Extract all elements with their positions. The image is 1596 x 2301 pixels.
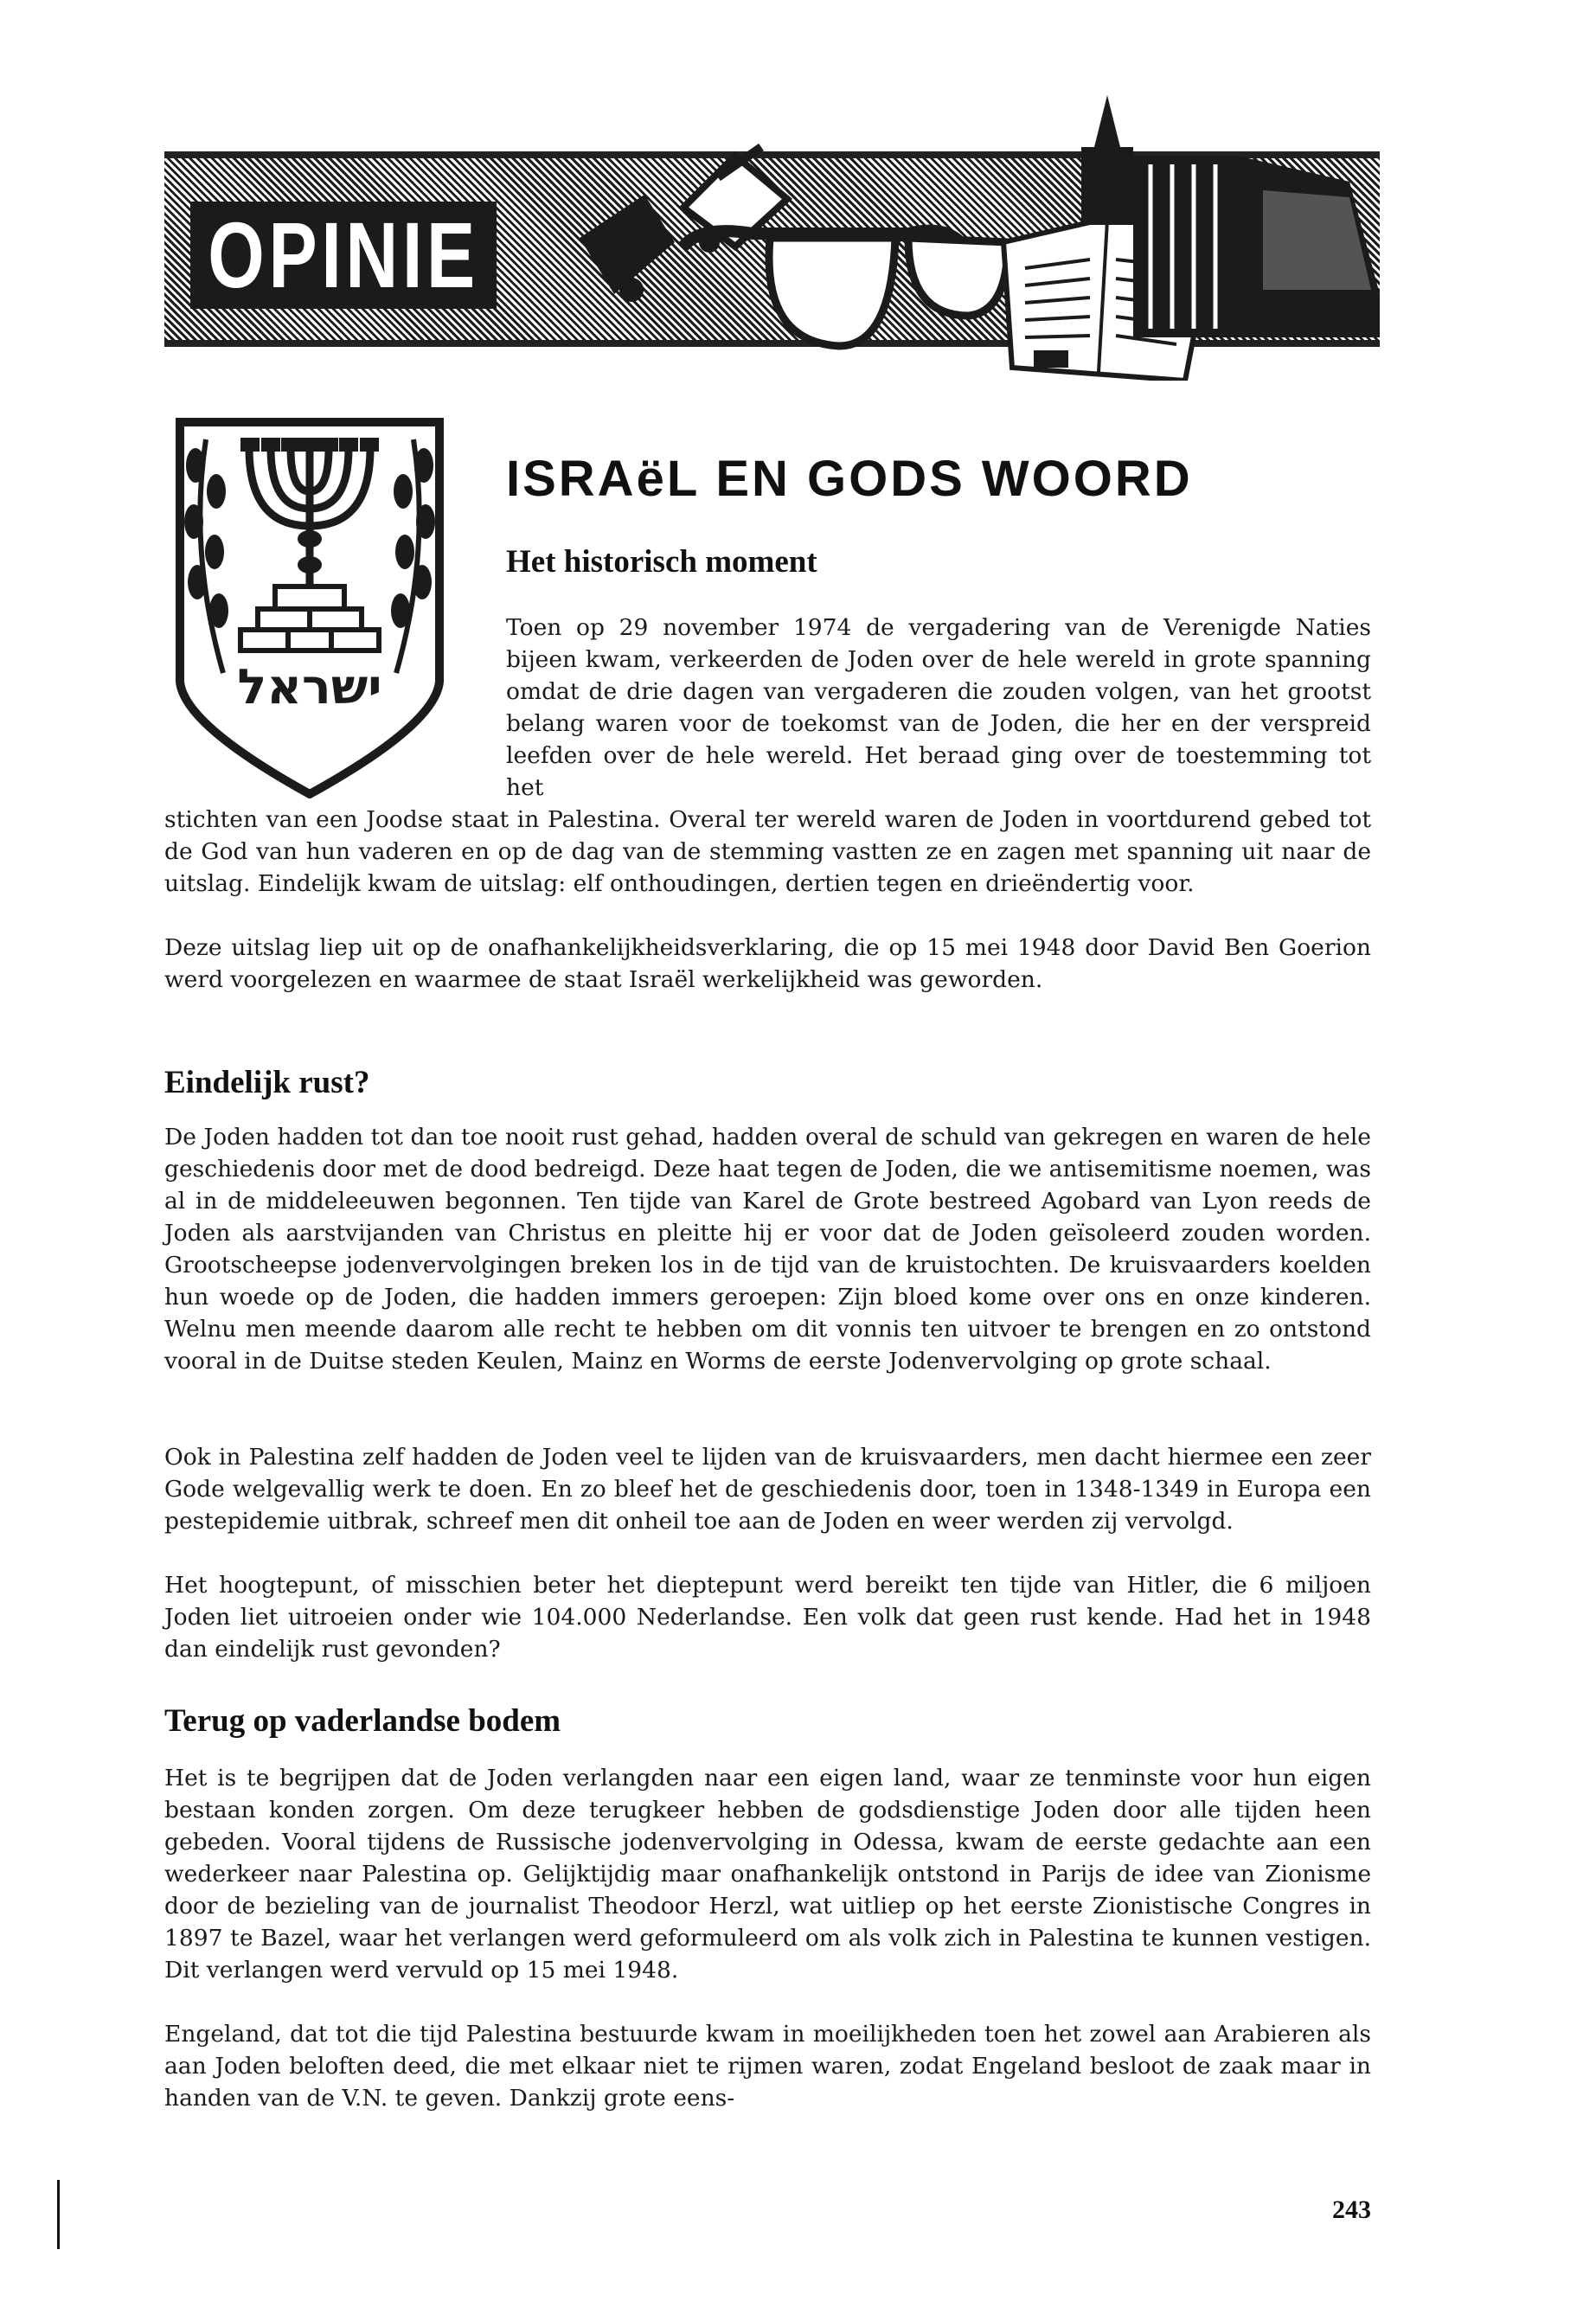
opinie-banner bbox=[164, 95, 1380, 381]
banner-label: OPINIE bbox=[190, 202, 497, 309]
section-heading: Terug op vaderlandse bodem bbox=[164, 1703, 561, 1739]
margin-rule bbox=[57, 2180, 60, 2249]
paragraph: Ook in Palestina zelf hadden de Joden veel te lijden van de kruisvaarders, men dacht hiermee een zeer Gode welgevallig werk te doen. En zo bleef het de geschiedenis door, toen in 1348-1349 in Europa een pestepidemie uitbrak, schreef men dit onheil toe aan de Joden en weer werden zij vervolgd. bbox=[164, 1444, 1371, 1535]
state-emblem bbox=[171, 413, 448, 798]
paragraph: Engeland, dat tot die tijd Palestina bestuurde kwam in moeilijkheden toen het zowel aan Arabieren als aan Joden beloften deed, die met elkaar niet te rijmen waren, zodat Engeland besloot de zaak maar in handen van de V.N. te geven. Dankzij grote eens- bbox=[164, 2021, 1371, 2112]
menorah-emblem-icon bbox=[171, 413, 448, 798]
paragraph: Deze uitslag liep uit op de onafhankelijkheidsverklaring, die op 15 mei 1948 door David Ben Goerion werd voorgelezen en waarmee de staat Israël werkelijkheid was geworden. bbox=[164, 934, 1371, 993]
paragraph: De Joden hadden tot dan toe nooit rust gehad, hadden overal de schuld van gekregen en waren de hele geschiedenis door met de dood bedreigd. Deze haat tegen de Joden, die we antisemitisme noemen, was al in de middeleeuwen begonnen. Ten tijde van Karel de Grote bestreed Agobard van Lyon reeds de Joden als aarstvijanden van Christus en pleitte hij er voor dat de Joden geïsoleerd zouden worden. Grootscheepse jodenvervolgingen breken los in de tijd van de kruistochten. De kruisvaarders koelden hun woede op de Joden, die hadden immers geroepen: Zijn bloed kome over ons en onze kinderen. Welnu men meende daarom alle recht te hebben om dit vonnis ten uitvoer te brengen en zo ontstond vooral in de Duitse steden Keulen, Mainz en Worms de eerste Jodenvervolging op grote schaal. bbox=[164, 1124, 1372, 1375]
paragraph: Het is te begrijpen dat de Joden verlangden naar een eigen land, waar ze tenminste voor hun eigen bestaan konden zorgen. Om deze terugkeer hebben de godsdienstige Joden door alle tijden heen gebeden. Vooral tijdens de Russische jodenvervolging in Odessa, kwam de eerste gedachte aan een wederkeer naar Palestina op. Gelijktijdig maar onafhankelijk ontstond in Parijs de idee van Zionisme door de bezieling van de journalist Theodoor Herzl, wat uitliep op het eerste Zionistische Congres in 1897 te Bazel, waar het verlangen werd geformuleerd om als volk zich in Palestina te kunnen vestigen. Dit verlangen werd vervuld op 15 mei 1948. bbox=[164, 1765, 1371, 1984]
page-number: 243 bbox=[1332, 2195, 1371, 2224]
bells-icon bbox=[580, 147, 787, 302]
paragraph: stichten van een Joodse staat in Palestina. Overal ter wereld waren de Joden in voortdurend gebed tot de God van hun vaderen en op de dag van de stemming vastten ze en zagen met spanning uit naar de uitslag. Eindelijk kwam de uitslag: elf onthoudingen, dertien tegen en drieëndertig voor. bbox=[164, 806, 1371, 897]
paragraph: Toen op 29 november 1974 de vergadering van de Verenigde Naties bijeen kwam, verkeerden de Joden over de hele wereld in grote spanning omdat de drie dagen van vergaderen die zouden volgen, van het grootst belang waren voor de toekomst van de Joden, die her en der verspreid leefden over de hele wereld. Het beraad ging over de toestemming tot het bbox=[506, 614, 1371, 801]
emblem-hebrew-text: ישראל bbox=[237, 659, 382, 715]
banner-illustration bbox=[164, 95, 1380, 381]
section-heading: Eindelijk rust? bbox=[164, 1065, 370, 1100]
paragraph: Het hoogtepunt, of misschien beter het dieptepunt werd bereikt ten tijde van Hitler, die 6 miljoen Joden liet uitroeien onder wie 104.000 Nederlandse. Een volk dat geen rust kende. Had het in 1948 dan eindelijk rust gevonden? bbox=[164, 1572, 1371, 1663]
article-title: ISRAëL EN GODS WOORD bbox=[506, 451, 1193, 507]
section-heading: Het historisch moment bbox=[506, 544, 817, 580]
